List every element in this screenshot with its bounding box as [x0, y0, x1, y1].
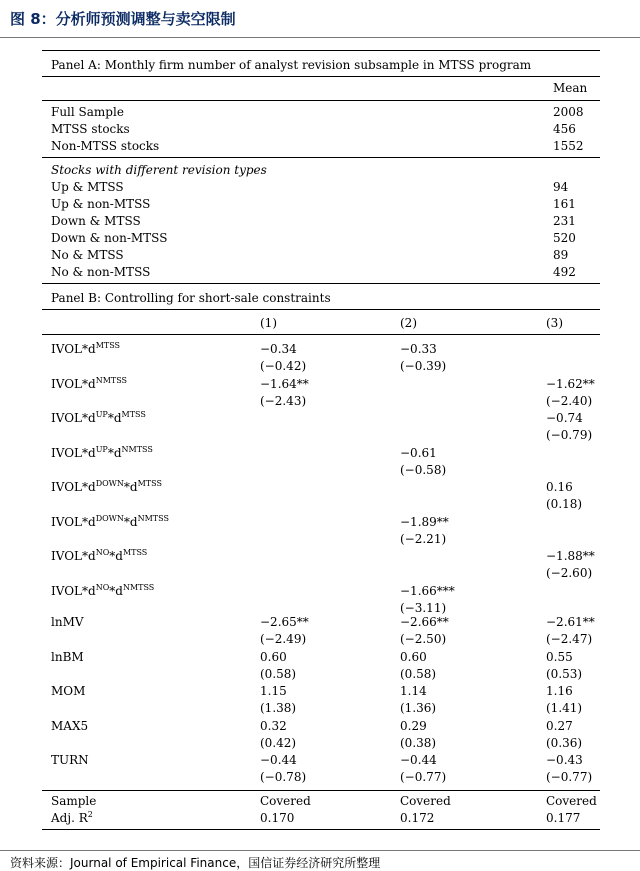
source-rule	[0, 850, 640, 851]
t-stat-cell: (1.36)	[400, 701, 437, 715]
adj-r2-value-2: 0.172	[400, 811, 435, 825]
coefficient-cell: −1.66***	[400, 583, 455, 598]
t-stat-cell: (−2.50)	[400, 632, 447, 646]
column-header-3: (3)	[546, 316, 563, 330]
coefficient-cell: −0.44	[260, 753, 297, 767]
coefficient-cell: −0.34	[260, 342, 297, 356]
row-label: Down & MTSS	[51, 214, 141, 228]
t-stat-cell: (−0.42)	[260, 359, 307, 373]
t-stat-cell: (1.38)	[260, 701, 297, 715]
t-stat-cell: (−2.60)	[546, 566, 593, 580]
panel-b-rule	[42, 283, 600, 284]
t-stat-cell: (−3.11)	[400, 600, 447, 615]
sample-value-1: Covered	[260, 794, 311, 808]
row-value: 161	[553, 197, 576, 211]
row-label: Up & non-MTSS	[51, 197, 151, 211]
panel-b-header-rule	[42, 334, 600, 335]
column-header-1: (1)	[260, 316, 277, 330]
panel-b-title-rule	[42, 309, 600, 310]
t-stat-cell: (−0.79)	[546, 428, 593, 442]
coefficient-cell: −1.88**	[546, 549, 595, 563]
control-label: TURN	[51, 753, 89, 767]
control-label: MOM	[51, 684, 86, 698]
coefficient-cell: 0.55	[546, 649, 573, 664]
coefficient-cell: −2.61**	[546, 615, 595, 629]
panel-a-header-rule	[42, 100, 600, 101]
table-bottom-rule	[42, 829, 600, 830]
panel-a-rule	[42, 76, 600, 77]
t-stat-cell: (0.58)	[400, 666, 437, 681]
row-label: No & non-MTSS	[51, 265, 151, 279]
title-rule	[0, 37, 640, 38]
row-value: 89	[553, 248, 569, 262]
coefficient-cell: −2.65**	[260, 615, 309, 629]
row-value: 492	[553, 265, 576, 279]
interaction-label: $IVOL*d^{NMTSS}$	[51, 375, 128, 391]
coefficient-cell: −0.44	[400, 753, 437, 767]
t-stat-cell: (−2.43)	[260, 393, 307, 408]
t-stat-cell: (0.18)	[546, 497, 583, 511]
t-stat-cell: (0.53)	[546, 666, 583, 681]
control-label: lnBM	[51, 649, 84, 664]
t-stat-cell: (0.58)	[260, 666, 297, 681]
row-value: 520	[553, 231, 576, 245]
interaction-label: $IVOL*d^{UP}*d^{NMTSS}$	[51, 444, 153, 460]
t-stat-cell: (0.36)	[546, 735, 583, 750]
coefficient-cell: 0.16	[546, 480, 573, 494]
row-label: Up & MTSS	[51, 180, 124, 194]
row-label: Non-MTSS stocks	[51, 139, 160, 153]
panel-a-title: Panel A: Monthly firm number of analyst revision subsample in MTSS program	[51, 58, 532, 72]
t-stat-cell: (0.38)	[400, 735, 437, 750]
source-note: 资料来源：Journal of Empirical Finance，国信证券经济研究所整理	[10, 856, 381, 870]
coefficient-cell: −1.89**	[400, 514, 449, 529]
interaction-label: $IVOL*d^{DOWN}*d^{MTSS}$	[51, 479, 162, 494]
row-label: Full Sample	[51, 105, 124, 119]
row-label: Down & non-MTSS	[51, 231, 168, 245]
coefficient-cell: −0.33	[400, 342, 437, 356]
coefficient-cell: −0.43	[546, 753, 583, 767]
column-header-2: (2)	[400, 316, 417, 330]
t-stat-cell: (−2.40)	[546, 393, 593, 408]
figure-title: 图 8：分析师预测调整与卖空限制	[10, 10, 236, 28]
interaction-label: $IVOL*d^{DOWN}*d^{NMTSS}$	[51, 513, 169, 529]
t-stat-cell: (−0.77)	[400, 770, 447, 784]
coefficient-cell: −0.74	[546, 411, 583, 425]
t-stat-cell: (−2.47)	[546, 632, 593, 646]
sample-value-2: Covered	[400, 794, 451, 808]
coefficient-cell: 0.27	[546, 718, 573, 733]
coefficient-cell: 0.29	[400, 718, 427, 733]
coefficient-cell: 1.16	[546, 684, 573, 698]
t-stat-cell: (−0.39)	[400, 359, 447, 373]
mean-header: Mean	[553, 81, 588, 95]
t-stat-cell: (−0.58)	[400, 462, 447, 477]
coefficient-cell: 0.32	[260, 718, 287, 733]
coefficient-cell: 1.15	[260, 684, 287, 698]
row-value: 231	[553, 214, 576, 228]
interaction-label: $IVOL*d^{MTSS}$	[51, 341, 121, 356]
revision-types-heading: Stocks with different revision types	[51, 163, 267, 177]
adj-r2-value-3: 0.177	[546, 811, 581, 825]
sample-value-3: Covered	[546, 794, 597, 808]
panel-b-title: Panel B: Controlling for short-sale constraints	[51, 291, 331, 305]
row-value: 2008	[553, 105, 584, 119]
coefficient-cell: 1.14	[400, 684, 427, 698]
table-top-rule	[42, 50, 600, 51]
subsection-rule	[42, 157, 600, 158]
t-stat-cell: (0.42)	[260, 735, 297, 750]
coefficient-cell: −2.66**	[400, 615, 449, 629]
row-value: 456	[553, 122, 576, 136]
coefficient-cell: 0.60	[260, 649, 287, 664]
t-stat-cell: (1.41)	[546, 701, 583, 715]
interaction-label: $IVOL*d^{NO}*d^{NMTSS}$	[51, 582, 155, 598]
adj-r2-label: Adj. $R^2$	[51, 810, 93, 825]
coefficient-cell: −1.64**	[260, 376, 309, 391]
sample-label: Sample	[51, 794, 97, 808]
t-stat-cell: (−0.78)	[260, 770, 307, 784]
t-stat-cell: (−2.21)	[400, 531, 447, 546]
row-label: No & MTSS	[51, 248, 124, 262]
t-stat-cell: (−0.77)	[546, 770, 593, 784]
row-label: MTSS stocks	[51, 122, 130, 136]
control-label: lnMV	[51, 615, 84, 629]
interaction-label: $IVOL*d^{UP}*d^{MTSS}$	[51, 410, 146, 425]
interaction-label: $IVOL*d^{NO}*d^{MTSS}$	[51, 548, 148, 563]
control-label: MAX5	[51, 718, 89, 733]
adj-r2-value-1: 0.170	[260, 811, 295, 825]
coefficient-cell: −0.61	[400, 445, 437, 460]
coefficient-cell: −1.62**	[546, 376, 595, 391]
t-stat-cell: (−2.49)	[260, 632, 307, 646]
coefficient-cell: 0.60	[400, 649, 427, 664]
summary-rule	[42, 790, 600, 791]
row-value: 1552	[553, 139, 584, 153]
row-value: 94	[553, 180, 569, 194]
